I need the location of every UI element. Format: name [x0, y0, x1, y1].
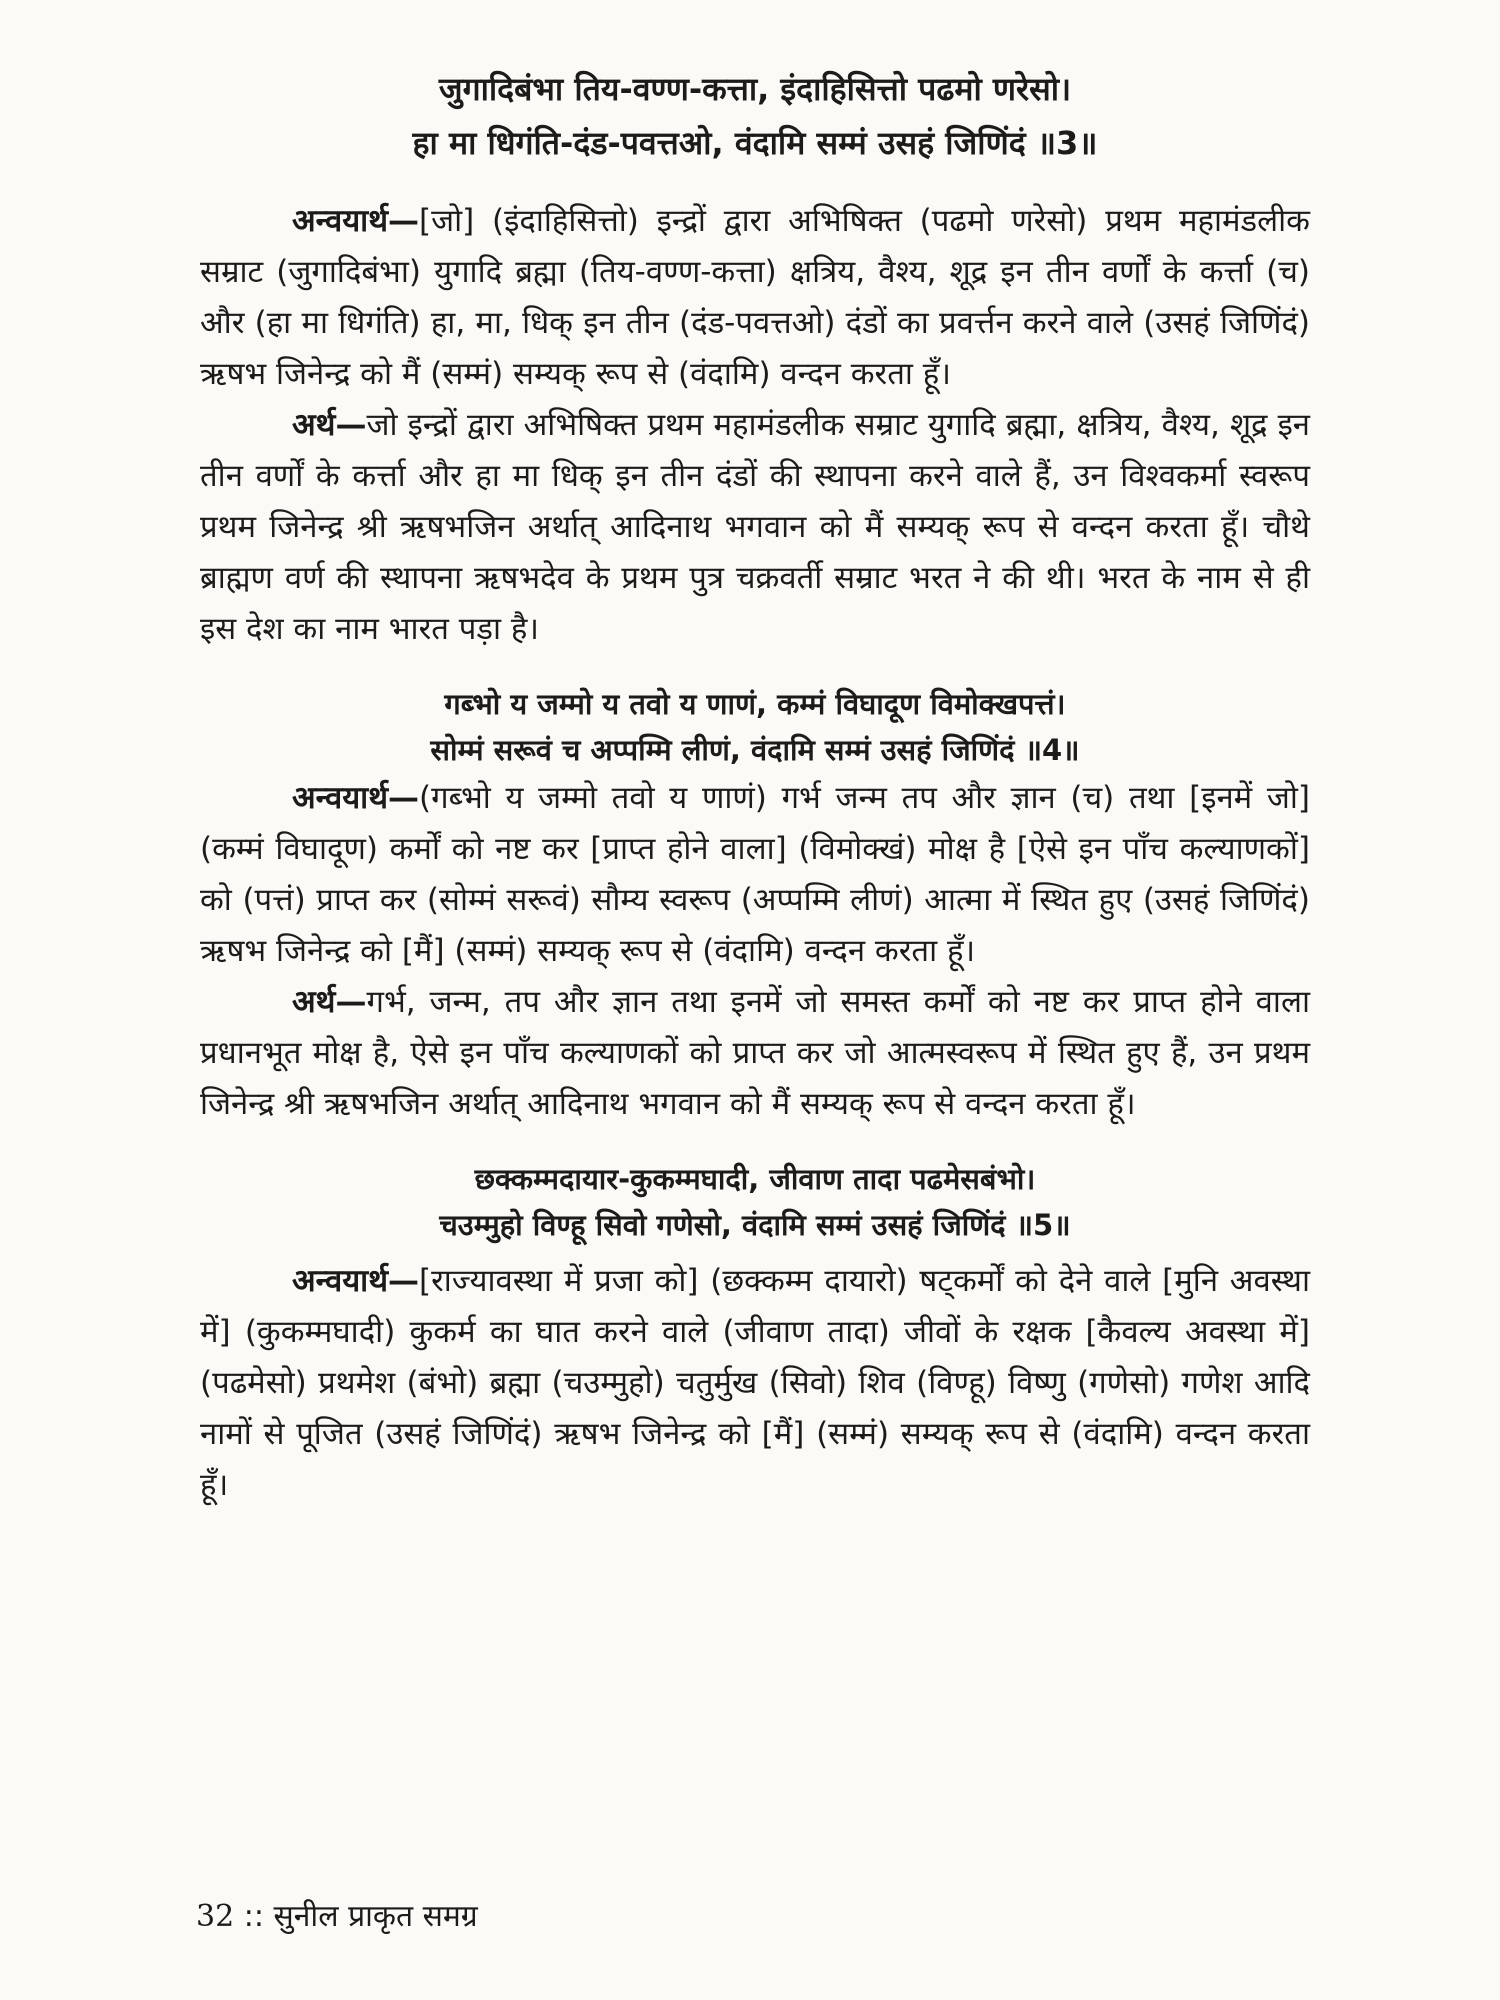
verse-3	[200, 62, 1310, 170]
verse-4	[200, 681, 1310, 773]
anvayartha-label: अन्वयार्थ—	[292, 1263, 420, 1299]
verse-4-anvayartha	[200, 773, 1310, 977]
verse-4-line-1: गब्भो य जम्मो य तवो य णाणं, कम्मं विघादूण विमोक्खपत्तं।	[444, 687, 1066, 721]
anvayartha-text: [जो] (इंदाहिसित्तो) इन्द्रों द्वारा अभिषिक्त (पढमो णरेसो) प्रथम महामंडलीक सम्राट (जुगादिबंभा) युगादि ब्रह्मा (तिय-वण्ण-कत्ता) क्षत्रिय, वैश्य, शूद्र इन तीन वर्णों के कर्त्ता (च) और (हा मा धिगंति) हा, मा, धिक् इन तीन (दंड-पवत्तओ) दंडों का प्रवर्त्तन करने वाले (उसहं जिणिंदं) ऋषभ जिनेन्द्र को मैं (सम्मं) सम्यक् रूप से (वंदामि) वन्दन करता हूँ।	[200, 203, 1310, 392]
page-number: 32	[196, 1899, 235, 1934]
anvayartha-text: (गब्भो य जम्मो तवो य णाणं) गर्भ जन्म तप और ज्ञान (च) तथा [इनमें जो] (कम्मं विघादूण) कर्मों को नष्ट कर [प्राप्त होने वाला] (विमोक्खं) मोक्ष है [ऐसे इन पाँच कल्याणकों] को (पत्तं) प्राप्त कर (सोम्मं सरूवं) सौम्य स्वरूप (अप्पम्मि लीणं) आत्मा में स्थित हुए (उसहं जिणिंदं) ऋषभ जिनेन्द्र को [मैं] (सम्मं) सम्यक् रूप से (वंदामि) वन्दन करता हूँ।	[200, 780, 1310, 969]
artha-label: अर्थ—	[292, 984, 367, 1020]
verse-3-line-2: हा मा धिगंति-दंड-पवत्तओ, वंदामि सम्मं उसहं जिणिंदं ॥3॥	[412, 124, 1098, 162]
page-footer	[196, 1894, 478, 1935]
anvayartha-text: [राज्यावस्था में प्रजा को] (छक्कम्म दायारो) षट्कर्मों को देने वाले [मुनि अवस्था में] (कुकम्मघादी) कुकर्म का घात करने वाले (जीवाण तादा) जीवों के रक्षक [कैवल्य अवस्था में] (पढमेसो) प्रथमेश (बंभो) ब्रह्मा (चउम्मुहो) चतुर्मुख (सिवो) शिव (विण्हू) विष्णु (गणेसो) गणेश आदि नामों से पूजित (उसहं जिणिंदं) ऋषभ जिनेन्द्र को [मैं] (सम्मं) सम्यक् रूप से (वंदामि) वन्दन करता हूँ।	[200, 1263, 1310, 1503]
verse-3-artha	[200, 400, 1310, 655]
verse-3-anvayartha	[200, 196, 1310, 400]
verse-5-line-1: छक्कम्मदायार-कुकम्मघादी, जीवाण तादा पढमेसबंभो।	[474, 1162, 1036, 1196]
book-title: सुनील प्राकृत समग्र	[273, 1899, 478, 1934]
verse-3-line-1: जुगादिबंभा तिय-वण्ण-कत्ता, इंदाहिसित्तो पढमो णरेसो।	[438, 70, 1072, 108]
verse-4-line-2: सोम्मं सरूवं च अप्पम्मि लीणं, वंदामि सम्मं उसहं जिणिंदं ॥4॥	[430, 733, 1080, 767]
verse-5-anvayartha	[200, 1256, 1310, 1511]
verse-5-line-2: चउम्मुहो विण्हू सिवो गणेसो, वंदामि सम्मं उसहं जिणिंदं ॥5॥	[439, 1208, 1071, 1242]
artha-text: गर्भ, जन्म, तप और ज्ञान तथा इनमें जो समस्त कर्मों को नष्ट कर प्राप्त होने वाला प्रधानभूत मोक्ष है, ऐसे इन पाँच कल्याणकों को प्राप्त कर जो आत्मस्वरूप में स्थित हुए हैं, उन प्रथम जिनेन्द्र श्री ऋषभजिन अर्थात् आदिनाथ भगवान को मैं सम्यक् रूप से वन्दन करता हूँ।	[200, 984, 1310, 1122]
footer-separator: ::	[243, 1899, 264, 1934]
artha-text: जो इन्द्रों द्वारा अभिषिक्त प्रथम महामंडलीक सम्राट युगादि ब्रह्मा, क्षत्रिय, वैश्य, शूद्र इन तीन वर्णों के कर्त्ता और हा मा धिक् इन तीन दंडों की स्थापना करने वाले हैं, उन विश्वकर्मा स्वरूप प्रथम जिनेन्द्र श्री ऋषभजिन अर्थात् आदिनाथ भगवान को मैं सम्यक् रूप से वन्दन करता हूँ। चौथे ब्राह्मण वर्ण की स्थापना ऋषभदेव के प्रथम पुत्र चक्रवर्ती सम्राट भरत ने की थी। भरत के नाम से ही इस देश का नाम भारत पड़ा है।	[200, 407, 1310, 647]
verse-4-artha	[200, 977, 1310, 1130]
artha-label: अर्थ—	[292, 407, 367, 443]
verse-5	[200, 1156, 1310, 1248]
anvayartha-label: अन्वयार्थ—	[292, 203, 420, 239]
anvayartha-label: अन्वयार्थ—	[292, 780, 420, 816]
